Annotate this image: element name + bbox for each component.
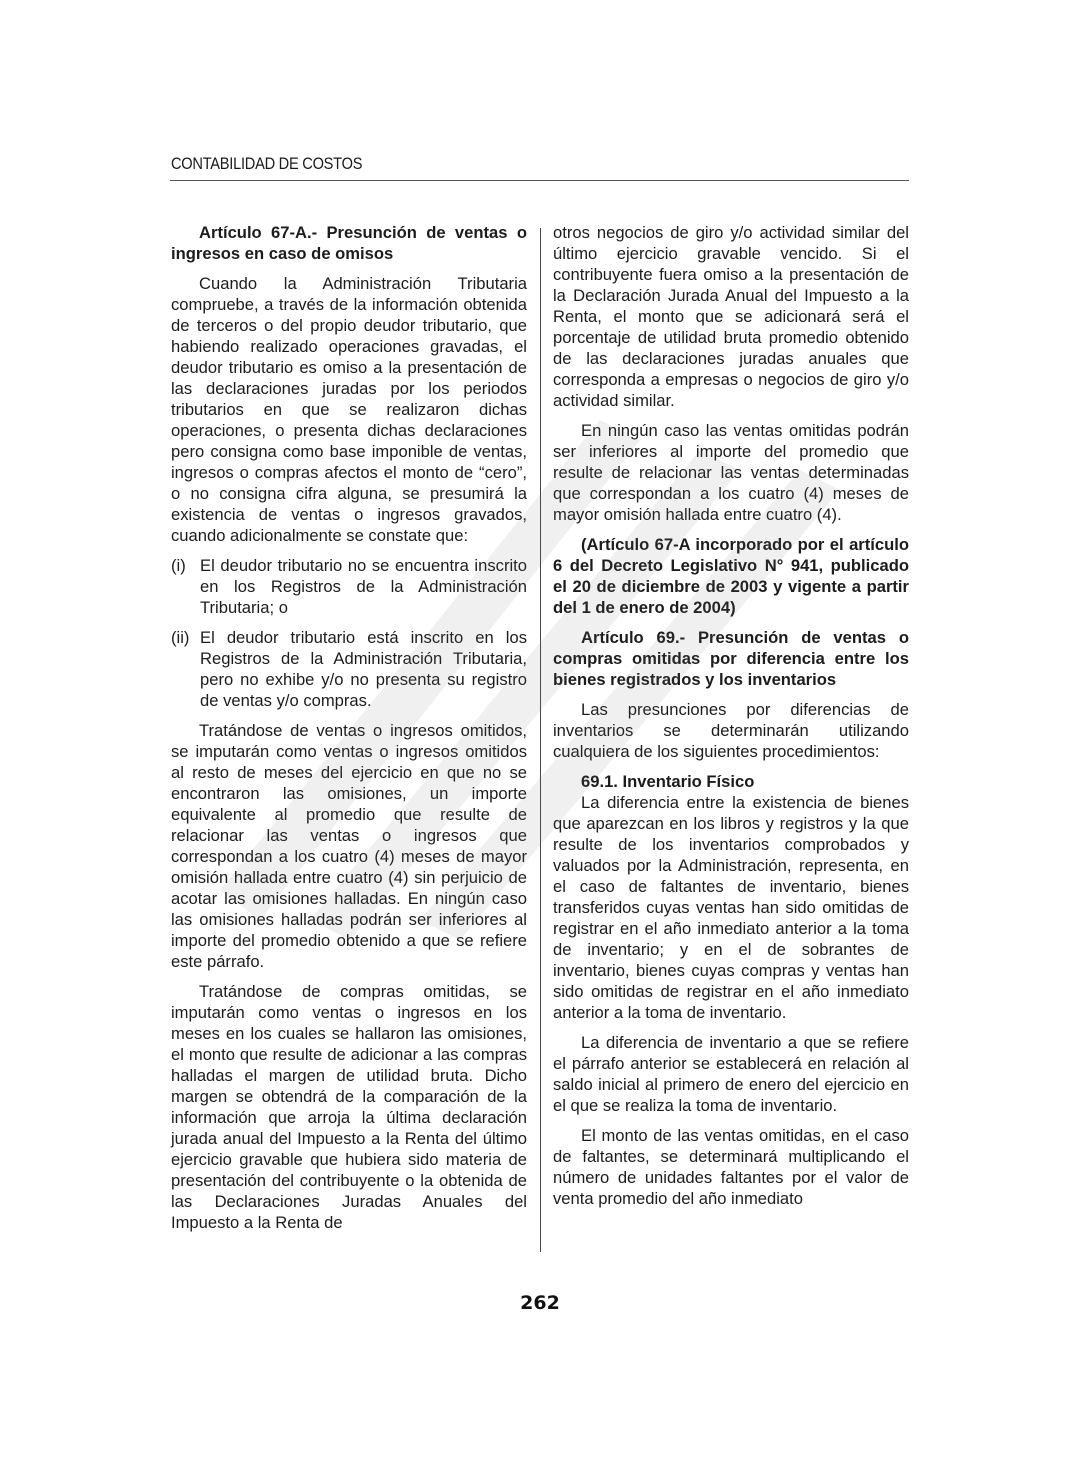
column-divider <box>540 228 541 1252</box>
list-item <box>171 627 527 711</box>
left-column <box>171 222 527 1233</box>
paragraph: La diferencia entre la existencia de bienes que aparezcan en los libros y registros y la que resulte de los inventarios comprobados y valuados por la Administración, representa, en el caso de faltantes de inventario, bienes transferidos cuyas ventas han sido omitidas de registrar en el año inmediato anterior a la toma de inventario; y en el de sobrantes de inventario, bienes cuyas compras y ventas han sido omitidas de registrar en el año inmediato anterior a la toma de inventario. <box>553 793 909 1022</box>
list-marker: (i) <box>171 556 186 575</box>
paragraph: otros negocios de giro y/o actividad similar del último ejercicio gravable vencido. Si el contribuyente fuera omiso a la presentación de la Declaración Jurada Anual del Impuesto a la Renta, el monto que se adicionará será el porcentaje de utilidad bruta promedio obtenido de las declaraciones juradas anuales que corresponda a empresas o negocios de giro y/o actividad similar. <box>553 223 909 410</box>
paragraph: Las presunciones por diferencias de inventarios se determinarán utilizando cualquiera de los siguientes procedimientos: <box>553 700 909 761</box>
paragraph: Cuando la Administración Tributaria compruebe, a través de la información obtenida de terceros o del propio deudor tributario, que habiendo realizado operaciones gravadas, el deudor tributario es omiso a la presentación de las declaraciones juradas por los periodos tributarios en que se realizaron dichas operaciones, o presenta dichas declaraciones pero consigna como base imponible de ventas, ingresos o compras afectos el monto de “cero”, o no consigna cifra alguna, se presumirá la existencia de ventas o ingresos gravados, cuando adicionalmente se constate que: <box>171 274 527 545</box>
paragraph: La diferencia de inventario a que se refiere el párrafo anterior se establecerá en relación al saldo inicial al primero de enero del ejercicio en el que se realiza la toma de inventario. <box>553 1033 909 1115</box>
list-item <box>171 555 527 618</box>
article-67a-title: Artículo 67-A.- Presunción de ventas o ingresos en caso de omisos <box>171 223 527 263</box>
list-item-text: El deudor tributario está inscrito en los Registros de la Administración Tributaria, pero no exhibe y/o no presenta su registro de ventas y/o compras. <box>200 628 527 710</box>
subheading-69-1: 69.1. Inventario Físico <box>581 772 755 791</box>
page-number: 262 <box>520 1292 560 1314</box>
article-69-title: Artículo 69.- Presunción de ventas o compras omitidas por diferencia entre los bienes registrados y los inventarios <box>553 628 909 689</box>
paragraph: Tratándose de compras omitidas, se imputarán como ventas o ingresos en los meses en los cuales se hallaron las omisiones, el monto que resulte de adicionar a las compras halladas el margen de utilidad bruta. Dicho margen se obtendrá de la comparación de la información que arroja la última declaración jurada anual del Impuesto a la Renta del último ejercicio gravable que hubiera sido materia de presentación del contribuyente o la obtenida de las Declaraciones Juradas Anuales del Impuesto a la Renta de <box>171 982 527 1232</box>
right-column <box>553 222 909 1209</box>
header-rule <box>170 180 909 181</box>
running-header: CONTABILIDAD DE COSTOS <box>171 154 363 173</box>
legal-note: (Artículo 67-A incorporado por el artículo 6 del Decreto Legislativo N° 941, publicado el 20 de diciembre de 2003 y vigente a partir del 1 de enero de 2004) <box>553 535 909 617</box>
paragraph: Tratándose de ventas o ingresos omitidos, se imputarán como ventas o ingresos omitidos al resto de meses del ejercicio en que no se encontraron las omisiones, un importe equivalente al promedio que resulte de relacionar las ventas o ingresos que correspondan a los cuatro (4) meses de mayor omisión hallada entre cuatro (4) sin perjuicio de acotar las omisiones halladas. En ningún caso las omisiones halladas podrán ser inferiores al importe del promedio obtenido a que se refiere este párrafo. <box>171 721 527 971</box>
paragraph: El monto de las ventas omitidas, en el caso de faltantes, se determinará multiplicando el número de unidades faltantes por el valor de venta promedio del año inmediato <box>553 1126 909 1208</box>
list-marker: (ii) <box>171 628 190 647</box>
paragraph: En ningún caso las ventas omitidas podrán ser inferiores al importe del promedio que resulte de relacionar las ventas determinadas que correspondan a los cuatro (4) meses de mayor omisión hallada entre cuatro (4). <box>553 421 909 524</box>
list-item-text: El deudor tributario no se encuentra inscrito en los Registros de la Administración Tributaria; o <box>200 556 527 617</box>
